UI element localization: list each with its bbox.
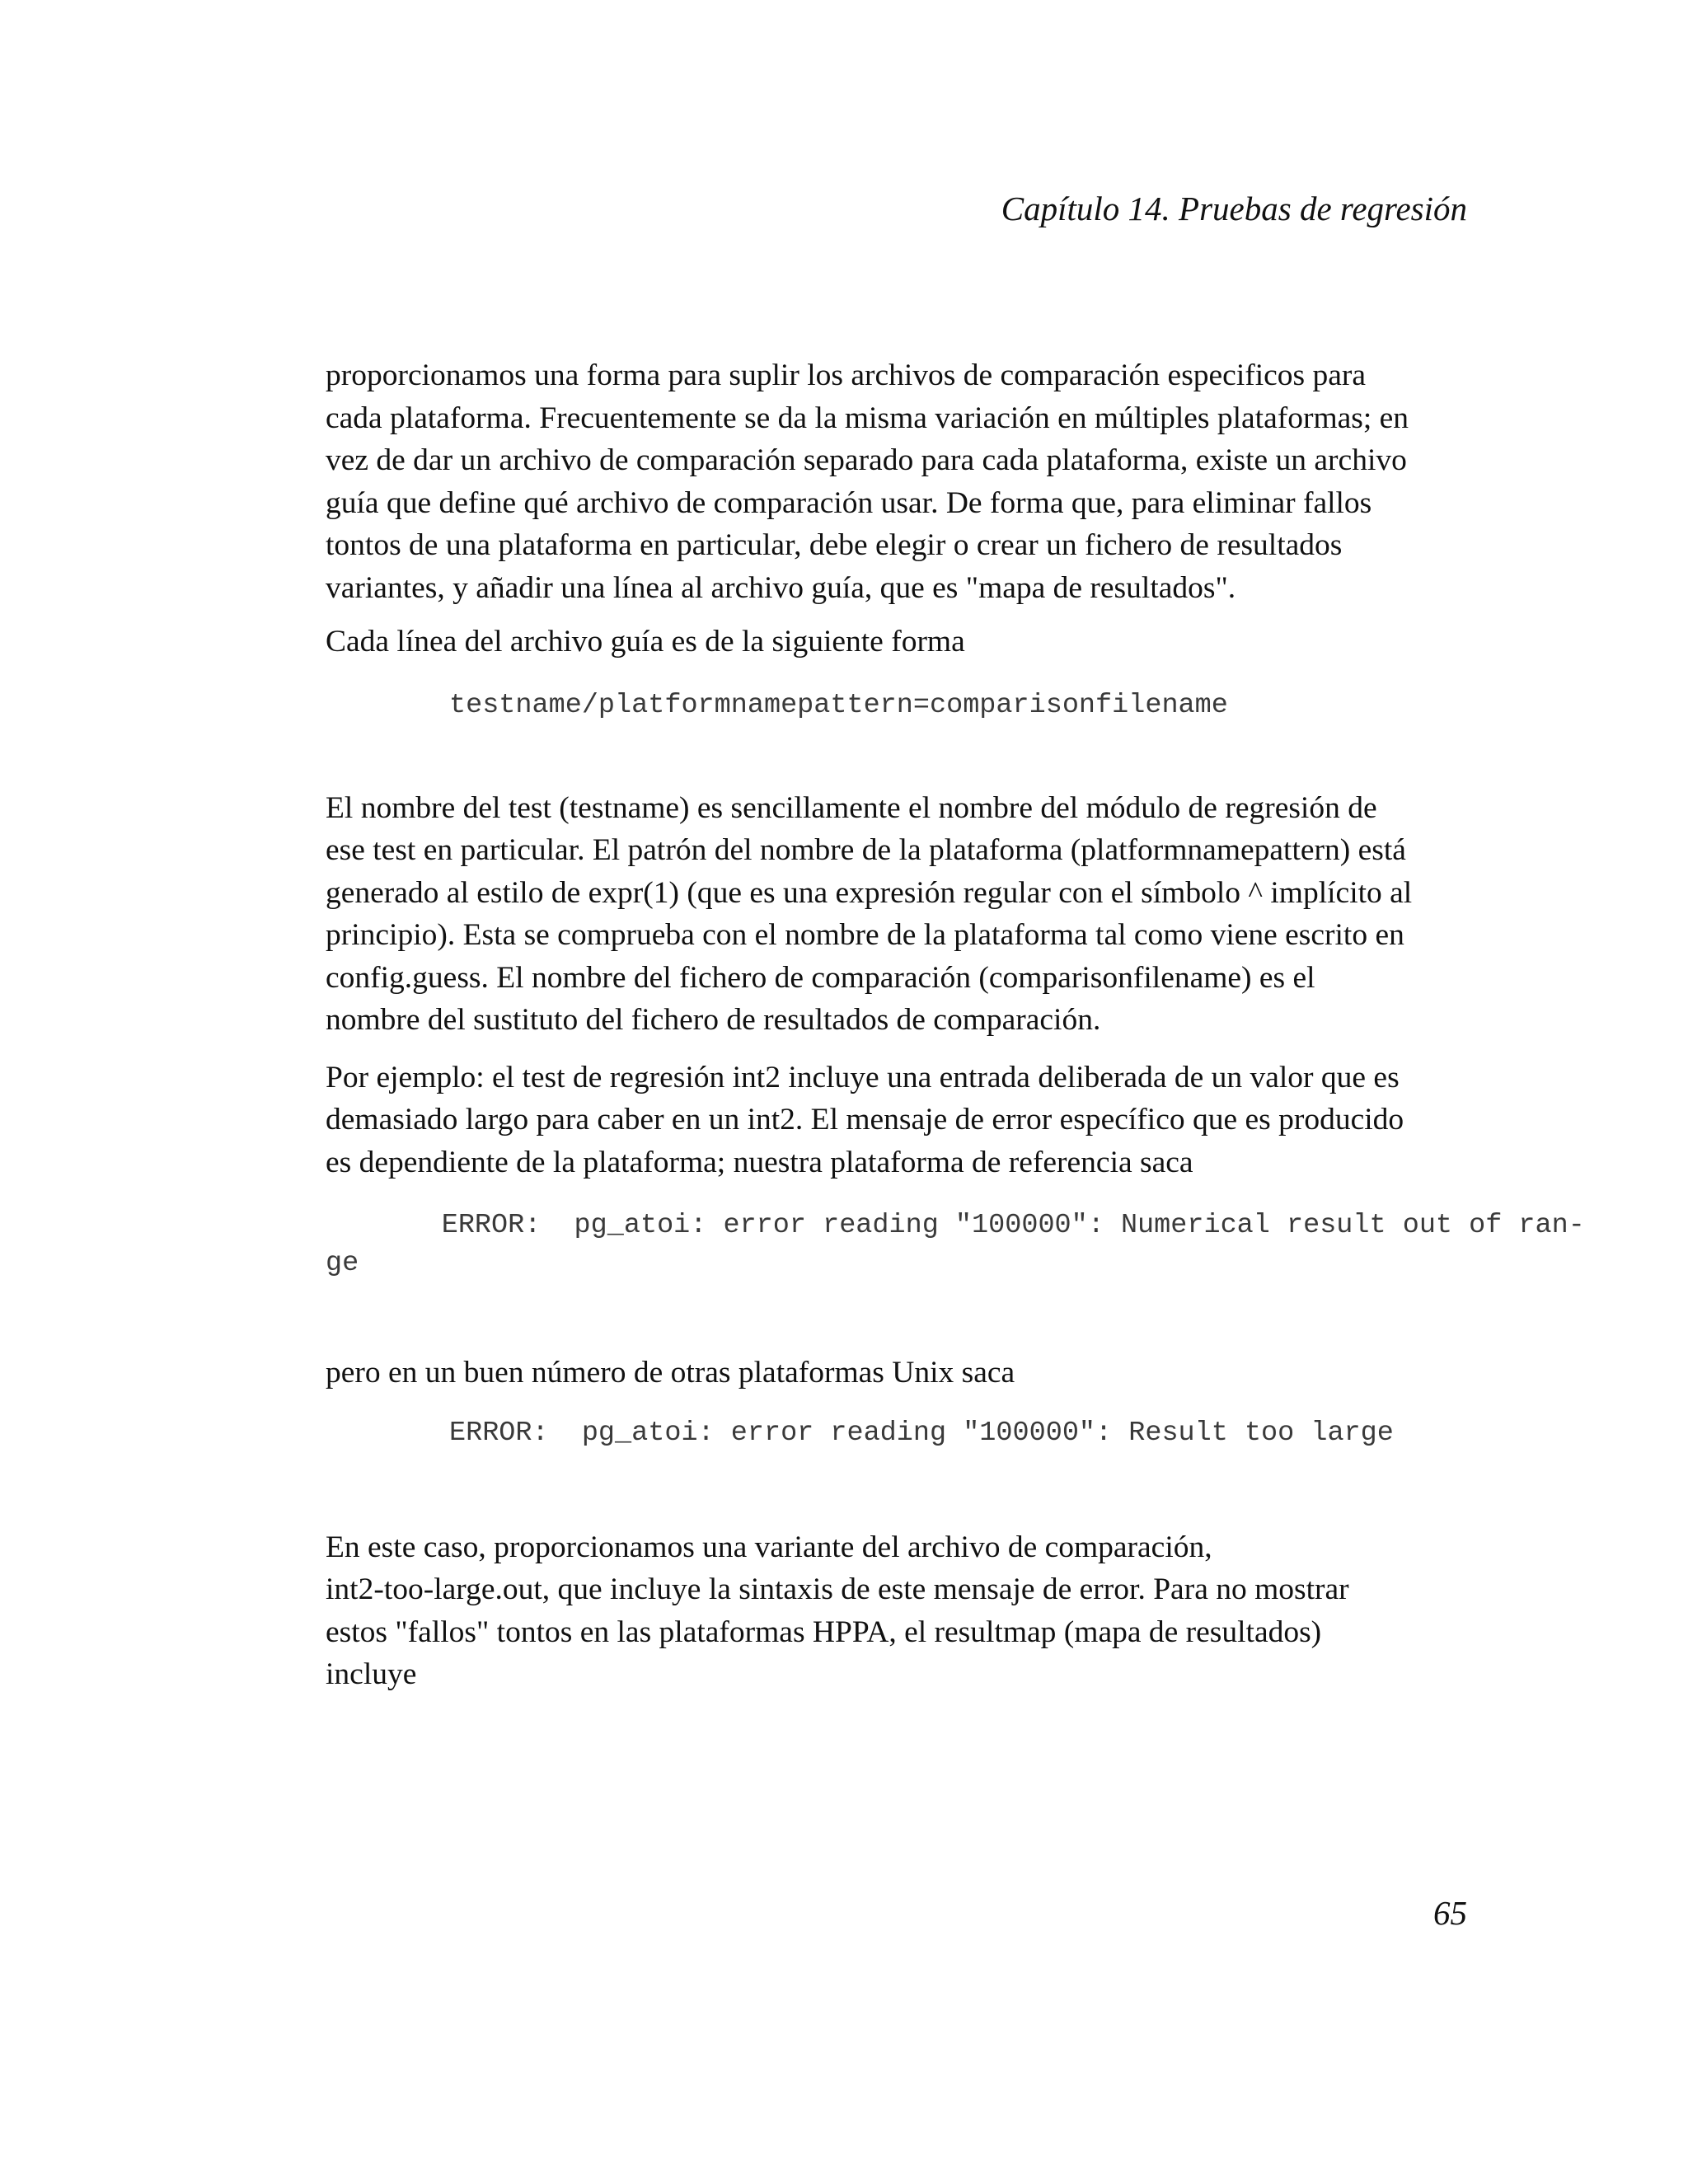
code-resultmap-format: testname/platformnamepattern=comparisonfilename bbox=[449, 689, 1228, 721]
running-header: Capítulo 14. Pruebas de regresión bbox=[1001, 190, 1467, 227]
page-number: 65 bbox=[1433, 1894, 1467, 1932]
code-error-reference: ERROR: pg_atoi: error reading "100000": Numerical result out of ran- ge bbox=[326, 1210, 1585, 1279]
paragraph-line-format: Cada línea del archivo guía es de la siguiente forma bbox=[326, 625, 965, 658]
code-error-too-large: ERROR: pg_atoi: error reading "100000": Result too large bbox=[449, 1417, 1394, 1449]
paragraph-testname-explanation: El nombre del test (testname) es sencillamente el nombre del módulo de regresión de ese test en particular. El patrón del nombre de la plataforma (platformnamepattern) está generado al estilo de expr(1) (que es una expresión regular con el símbolo ^ implícito al principio). Esta se comprueba con el nombre de la plataforma tal como viene escrito en config.guess. El nombre del fichero de comparación (comparisonfilename) es el nombre del sustituto del fichero de resultados de comparación. bbox=[326, 790, 1413, 1037]
paragraph-intro: proporcionamos una forma para suplir los archivos de comparación especificos para cada plataforma. Frecuentemente se da la misma variación en múltiples plataformas; en vez de dar un archivo de comparación separado para cada plataforma, existe un archivo guía que define qué archivo de comparación usar. De forma que, para eliminar fallos tontos de una plataforma en particular, debe elegir o crear un fichero de resultados variantes, y añadir una línea al archivo guía, que es "mapa de resultados". bbox=[326, 359, 1409, 605]
page-body bbox=[326, 354, 1585, 1696]
paragraph-example: Por ejemplo: el test de regresión int2 incluye una entrada deliberada de un valor que es demasiado largo para caber en un int2. El mensaje de error específico que es producido es dependiente de la plataforma; nuestra plataforma de referencia saca bbox=[326, 1060, 1404, 1179]
paragraph-other-unix: pero en un buen número de otras plataformas Unix saca bbox=[326, 1356, 1015, 1390]
paragraph-variant-file: En este caso, proporcionamos una variante del archivo de comparación, int2-too-large.out, que incluye la sintaxis de este mensaje de error. Para no mostrar estos "fallos" tontos en las plataformas HPPA, el resultmap (mapa de resultados) incluye bbox=[326, 1530, 1349, 1691]
